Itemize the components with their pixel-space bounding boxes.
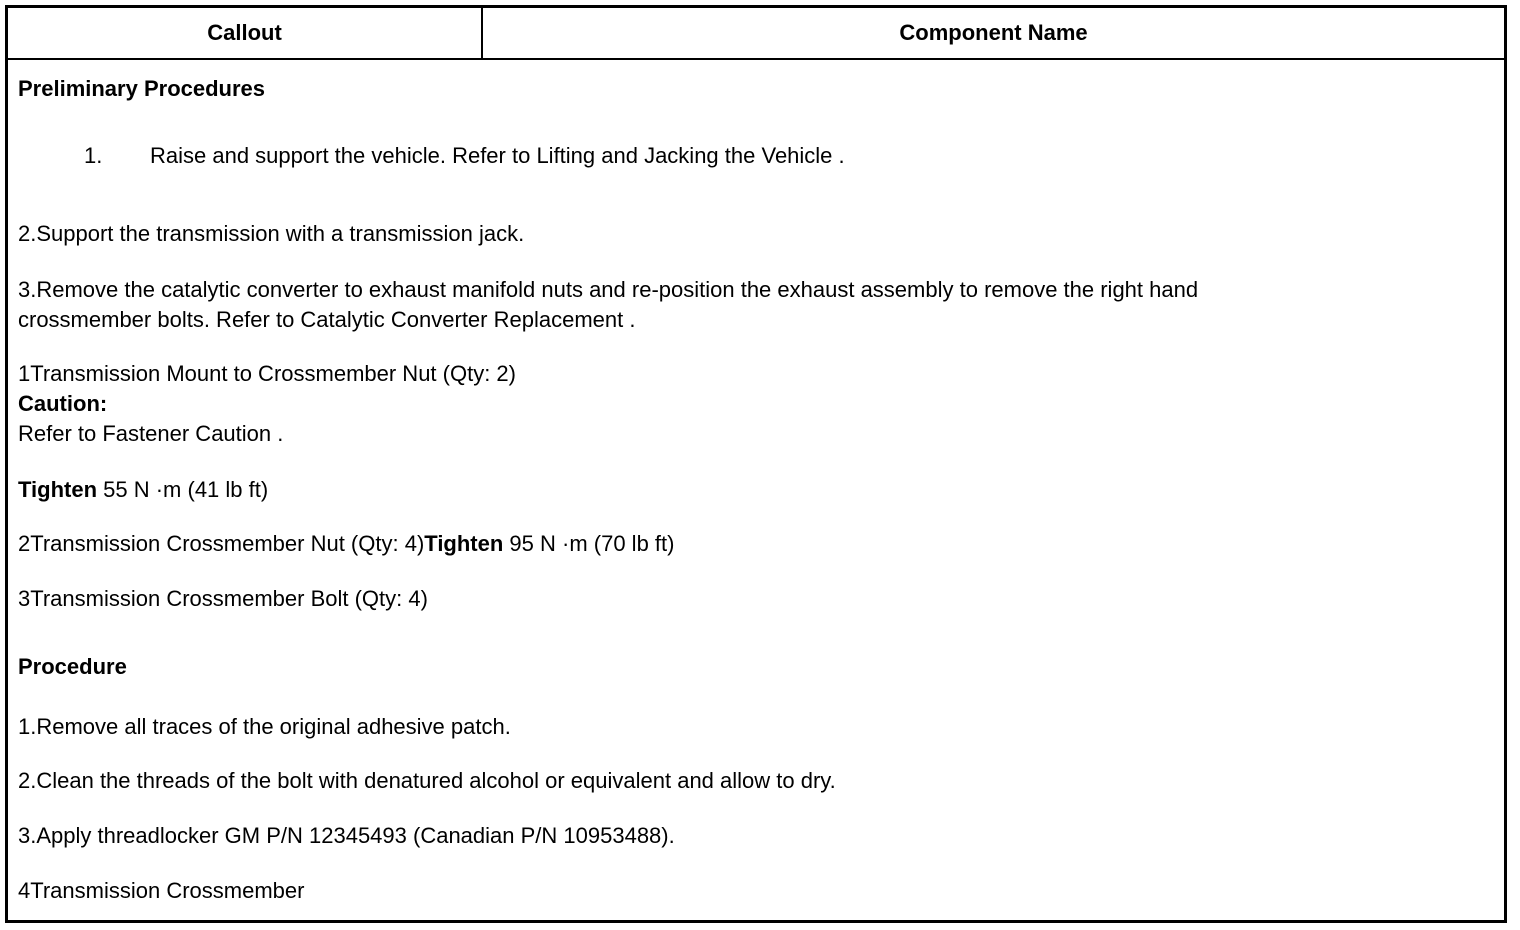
preliminary-procedures-heading: Preliminary Procedures	[18, 76, 266, 101]
callout-2-label: 2Transmission Crossmember Nut (Qty: 4)	[18, 531, 425, 556]
prelim-step1-number: 1.	[84, 143, 103, 168]
tighten-value: 55 N ·m (41 lb ft)	[97, 477, 269, 502]
callout-1-caution-label: Caution:	[18, 391, 108, 416]
procedure-step3: 3.Apply threadlocker GM P/N 12345493 (Canadian P/N 10953488).	[18, 823, 675, 848]
procedure-heading: Procedure	[18, 654, 127, 679]
prelim-step1-text: Raise and support the vehicle. Refer to Lifting and Jacking the Vehicle .	[150, 143, 845, 168]
procedure-step2: 2.Clean the threads of the bolt with denatured alcohol or equivalent and allow to dry.	[18, 768, 836, 793]
callout-3-label: 3Transmission Crossmember Bolt (Qty: 4)	[18, 586, 428, 611]
callout-1-tighten	[18, 475, 268, 505]
callout-4-label: 4Transmission Crossmember	[18, 878, 305, 903]
header-callout: Callout	[207, 20, 282, 45]
callout-1-caution-text: Refer to Fastener Caution .	[18, 421, 284, 446]
header-component-name-cell	[483, 8, 1504, 58]
prelim-step3-line1: 3.Remove the catalytic converter to exhaust manifold nuts and re-position the exhaust assembly to remove the right hand	[18, 277, 1199, 302]
table-header-row	[8, 8, 1504, 60]
callout-2-row	[18, 529, 674, 559]
header-callout-cell	[8, 8, 483, 58]
prelim-step3-line2: crossmember bolts. Refer to Catalytic Converter Replacement .	[18, 307, 636, 332]
tighten-value: 95 N ·m (70 lb ft)	[503, 531, 675, 556]
header-component-name: Component Name	[899, 20, 1088, 45]
tighten-label: Tighten	[424, 531, 504, 556]
tighten-label: Tighten	[18, 477, 98, 502]
prelim-step2: 2.Support the transmission with a transmission jack.	[18, 221, 525, 246]
callout-1-label: 1Transmission Mount to Crossmember Nut (Qty: 2)	[18, 361, 516, 386]
procedure-step1: 1.Remove all traces of the original adhesive patch.	[18, 714, 511, 739]
